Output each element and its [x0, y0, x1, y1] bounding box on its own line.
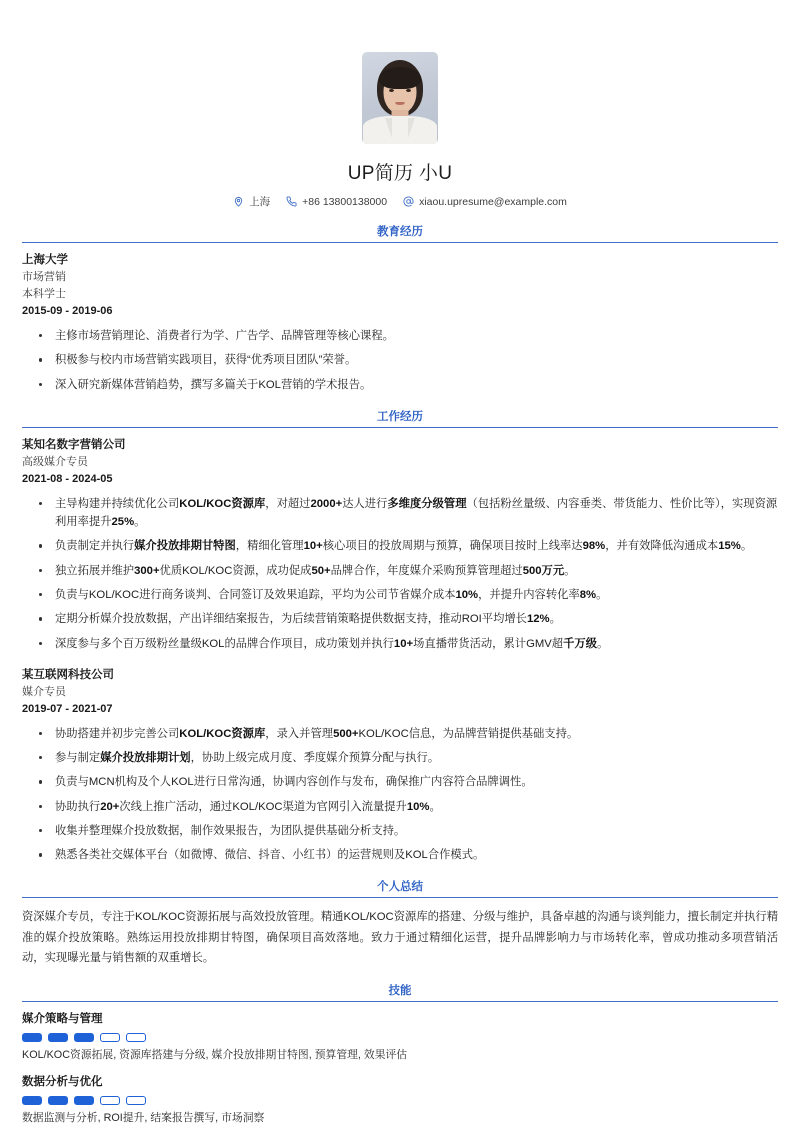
entry-date: 2015-09 - 2019-06	[22, 305, 113, 318]
profile-photo	[362, 52, 438, 144]
section-divider	[22, 1001, 778, 1002]
page-title: UP简历 小U	[347, 163, 453, 184]
photo-collar-left	[385, 118, 392, 138]
photo-collar-right	[408, 118, 415, 138]
skill-level-empty	[126, 1096, 146, 1105]
skill-level-empty	[100, 1033, 120, 1042]
section-title-work: 工作经历	[377, 410, 423, 423]
resume-entry	[22, 667, 778, 865]
skill-level-empty	[126, 1033, 146, 1042]
education-entries	[22, 252, 778, 394]
entry-date: 2021-08 - 2024-05	[22, 473, 113, 486]
photo-eye-left	[389, 89, 394, 92]
contact-location-text: 上海	[249, 196, 271, 208]
photo-fringe	[379, 67, 421, 89]
bullet-item: 协助执行20+次线上推广活动，通过KOL/KOC渠道为官网引入流量提升10%。	[22, 798, 778, 816]
contact-email	[403, 196, 567, 208]
entry-subtitle: 市场营销	[22, 271, 66, 284]
skill-level-filled	[22, 1096, 42, 1105]
entry-date: 2019-07 - 2021-07	[22, 703, 113, 716]
skill-description: 数据监测与分析, ROI提升, 结案报告撰写, 市场洞察	[22, 1112, 265, 1125]
entry-bullet-list	[22, 495, 778, 653]
skill-description: KOL/KOC资源拓展, 资源库搭建与分级, 媒介投放排期甘特图, 预算管理, 效果评估	[22, 1049, 408, 1061]
entry-organization: 上海大学	[22, 254, 68, 266]
contact-location	[233, 194, 270, 209]
skill-level-meter	[22, 1096, 778, 1105]
summary-text: 资深媒介专员，专注于KOL/KOC资源拓展与高效投放管理。精通KOL/KOC资源库的搭建、分级与维护，具备卓越的沟通与谈判能力，擅长制定并执行精准的媒介投放策略。熟练运用投放排期甘特图，确保项目高效落地。致力于通过精细化运营，提升品牌影响力与市场转化率，曾成功推动多项营销活动，实现曝光量与销售额的双重增长。	[22, 911, 778, 964]
resume-header	[22, 0, 778, 209]
resume-entry	[22, 252, 778, 394]
skill-level-filled	[74, 1033, 94, 1042]
skill-name: 媒介策略与管理	[22, 1012, 103, 1025]
skill-level-filled	[48, 1033, 68, 1042]
photo-shirt	[363, 116, 437, 144]
section-title-skills: 技能	[388, 984, 412, 997]
skill-level-filled	[22, 1033, 42, 1042]
section-title-education: 教育经历	[377, 226, 423, 238]
email-at-icon	[403, 196, 414, 207]
work-entries	[22, 437, 778, 865]
bullet-item: 参与制定媒介投放排期计划，协助上级完成月度、季度媒介预算分配与执行。	[22, 749, 778, 767]
bullet-item: 独立拓展并维护300+优质KOL/KOC资源，成功促成50+品牌合作，年度媒介采购预算管理超过500万元。	[22, 562, 778, 580]
contact-email-text: xiaou.upresume@example.com	[419, 195, 567, 208]
skill-item	[22, 1074, 778, 1126]
entry-organization: 某互联网科技公司	[22, 668, 114, 681]
entry-degree: 本科学士	[22, 288, 66, 301]
bullet-item: 积极参与校内市场营销实践项目，获得“优秀项目团队”荣誉。	[22, 351, 778, 369]
skill-list	[22, 1011, 778, 1127]
bullet-item: 深度参与多个百万级粉丝量级KOL的品牌合作项目，成功策划并执行10+场直播带货活动，累计GMV超千万级。	[22, 635, 778, 653]
contact-phone-text: +86 13800138000	[302, 195, 388, 208]
skill-name: 数据分析与优化	[22, 1076, 103, 1089]
skill-item	[22, 1011, 778, 1063]
section-summary	[22, 878, 778, 967]
resume-entry	[22, 437, 778, 653]
skill-level-empty	[100, 1096, 120, 1105]
location-pin-icon	[233, 196, 244, 207]
entry-bullet-list	[22, 725, 778, 865]
section-education	[22, 223, 778, 394]
entry-organization: 某知名数字营销公司	[22, 438, 126, 451]
bullet-item: 负责与MCN机构及个人KOL进行日常沟通，协调内容创作与发布，确保推广内容符合品牌调性。	[22, 773, 778, 791]
entry-bullet-list	[22, 327, 778, 394]
section-skills	[22, 982, 778, 1127]
skill-level-meter	[22, 1033, 778, 1042]
contact-phone	[286, 196, 387, 208]
section-divider	[22, 897, 778, 898]
skill-level-filled	[74, 1096, 94, 1105]
bullet-item: 熟悉各类社交媒体平台（如微博、微信、抖音、小红书）的运营规则及KOL合作模式。	[22, 846, 778, 864]
section-divider	[22, 242, 778, 243]
entry-subtitle: 媒介专员	[22, 686, 66, 699]
bullet-item: 主修市场营销理论、消费者行为学、广告学、品牌管理等核心课程。	[22, 327, 778, 345]
bullet-item: 负责制定并执行媒介投放排期甘特图，精细化管理10+核心项目的投放周期与预算，确保项目按时上线率达98%，并有效降低沟通成本15%。	[22, 537, 778, 555]
section-divider	[22, 427, 778, 428]
entry-subtitle: 高级媒介专员	[22, 456, 88, 469]
contact-bar	[22, 194, 778, 209]
bullet-item: 主导构建并持续优化公司KOL/KOC资源库，对超过2000+达人进行多维度分级管理（包括粉丝量级、内容垂类、带货能力、性价比等），实现资源利用率提升25%。	[22, 495, 778, 532]
phone-icon	[286, 196, 297, 207]
bullet-item: 深入研究新媒体营销趋势，撰写多篇关于KOL营销的学术报告。	[22, 376, 778, 394]
skill-level-filled	[48, 1096, 68, 1105]
bullet-item: 定期分析媒介投放数据，产出详细结案报告，为后续营销策略提供数据支持，推动ROI平均增长12%。	[22, 610, 778, 628]
photo-mouth	[396, 102, 405, 105]
bullet-item: 协助搭建并初步完善公司KOL/KOC资源库，录入并管理500+KOL/KOC信息，为品牌营销提供基础支持。	[22, 725, 778, 743]
bullet-item: 负责与KOL/KOC进行商务谈判、合同签订及效果追踪，平均为公司节省媒介成本10%，并提升内容转化率8%。	[22, 586, 778, 604]
photo-eye-right	[406, 89, 411, 92]
section-work	[22, 408, 778, 865]
bullet-item: 收集并整理媒介投放数据，制作效果报告，为团队提供基础分析支持。	[22, 822, 778, 840]
section-title-summary: 个人总结	[377, 881, 423, 894]
